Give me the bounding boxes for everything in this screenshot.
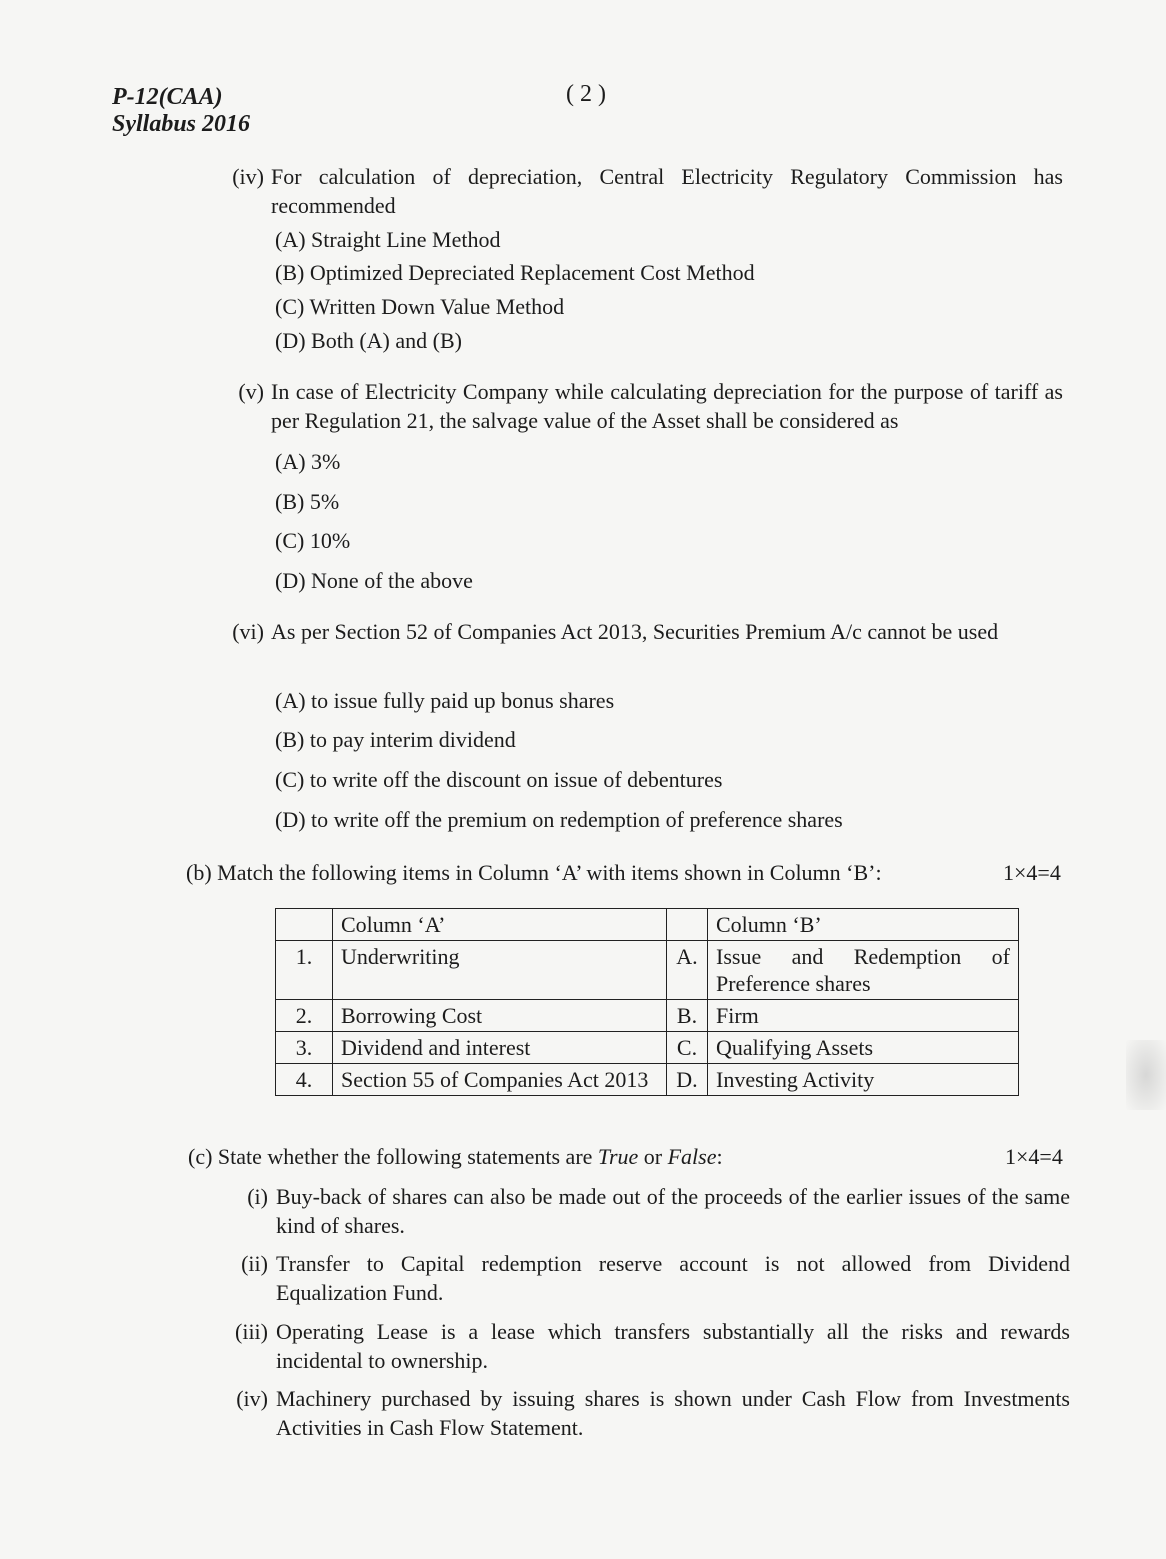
option-a: (A) to issue fully paid up bonus shares (275, 688, 615, 713)
statement-number: (ii) (241, 1251, 268, 1276)
scan-smudge (1126, 1040, 1166, 1110)
column-a-cell: Section 55 of Companies Act 2013 (333, 1064, 667, 1096)
row-letter: D. (667, 1064, 708, 1096)
question-text: For calculation of depreciation, Central Electricity Regulatory Commission has recommended (271, 164, 1063, 218)
row-number: 1. (276, 941, 333, 1000)
option-c: (C) 10% (275, 528, 351, 553)
row-letter: C. (667, 1032, 708, 1064)
section-b-instruction: (b) Match the following items in Column ‘A’ with items shown in Column ‘B’: (186, 860, 882, 885)
column-a-cell: Borrowing Cost (333, 1000, 667, 1032)
row-letter: B. (667, 1000, 708, 1032)
page-number: ( 2 ) (566, 81, 606, 107)
question-number: (v) (238, 379, 264, 404)
section-b-marks: 1×4=4 (1003, 860, 1061, 885)
column-b-cell: Qualifying Assets (708, 1032, 1019, 1064)
option-b: (B) 5% (275, 489, 340, 514)
statement-text: Operating Lease is a lease which transfers substantially all the risks and rewards incidental to ownership. (276, 1319, 1070, 1373)
statement-number: (iv) (236, 1386, 268, 1411)
option-a: (A) Straight Line Method (275, 227, 501, 252)
column-a-cell: Dividend and interest (333, 1032, 667, 1064)
column-b-cell: Issue and Redemption of Preference shares (708, 941, 1019, 1000)
row-number: 3. (276, 1032, 333, 1064)
section-c-marks: 1×4=4 (1005, 1144, 1063, 1169)
column-b-cell: Firm (708, 1000, 1019, 1032)
statement-text: Buy-back of shares can also be made out of the proceeds of the earlier issues of the same kind of shares. (276, 1184, 1070, 1238)
option-b: (B) Optimized Depreciated Replacement Cost Method (275, 260, 755, 285)
table-row (276, 941, 1019, 1000)
row-number: 2. (276, 1000, 333, 1032)
question-text: As per Section 52 of Companies Act 2013, Securities Premium A/c cannot be used (271, 619, 999, 644)
option-c: (C) to write off the discount on issue of debentures (275, 767, 723, 792)
column-b-cell: Investing Activity (708, 1064, 1019, 1096)
statement-text: Machinery purchased by issuing shares is shown under Cash Flow from Investments Activities in Cash Flow Statement. (276, 1386, 1070, 1440)
option-b: (B) to pay interim dividend (275, 727, 516, 752)
option-c: (C) Written Down Value Method (275, 294, 565, 319)
table-row (276, 1064, 1019, 1096)
option-d: (D) Both (A) and (B) (275, 328, 462, 353)
option-d: (D) None of the above (275, 568, 473, 593)
paper-code: P-12(CAA) (112, 84, 223, 110)
table-row (276, 1032, 1019, 1064)
row-number: 4. (276, 1064, 333, 1096)
table-row (276, 1000, 1019, 1032)
statement-number: (i) (247, 1184, 268, 1209)
table-header-row (276, 909, 1019, 941)
column-a-header: Column ‘A’ (333, 909, 667, 941)
statement-text: Transfer to Capital redemption reserve account is not allowed from Dividend Equalization Fund. (276, 1251, 1070, 1305)
question-text: In case of Electricity Company while calculating depreciation for the purpose of tariff as per Regulation 21, the salvage value of the Asset shall be considered as (271, 379, 1063, 433)
option-d: (D) to write off the premium on redemption of preference shares (275, 807, 843, 832)
match-table (275, 908, 1019, 1096)
column-b-header: Column ‘B’ (708, 909, 1019, 941)
statement-number: (iii) (235, 1319, 268, 1344)
row-letter: A. (667, 941, 708, 1000)
section-c-instruction: (c) State whether the following statements are True or False: (188, 1144, 723, 1169)
question-number: (vi) (232, 619, 264, 644)
option-a: (A) 3% (275, 449, 341, 474)
syllabus-year: Syllabus 2016 (112, 111, 251, 137)
column-a-cell: Underwriting (333, 941, 667, 1000)
question-number: (iv) (232, 164, 264, 189)
